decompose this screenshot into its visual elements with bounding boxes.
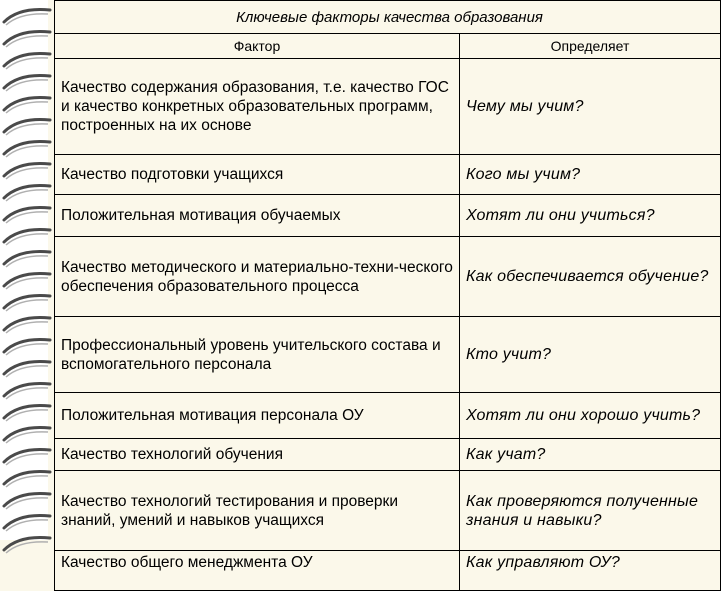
factor-cell: Качество технологий обучения	[55, 439, 460, 471]
table-row	[55, 471, 721, 551]
factors-table-container	[54, 0, 720, 571]
factor-cell: Качество общего менеджмента ОУ	[55, 551, 460, 591]
table-title: Ключевые факторы качества образования	[55, 1, 721, 34]
factor-cell: Качество технологий тестирования и проверки знаний, умений и навыков учащихся	[55, 471, 460, 551]
determines-cell: Как проверяются полученные знания и навыки?	[460, 471, 721, 551]
table-row	[55, 59, 721, 155]
table-row	[55, 317, 721, 393]
table-row	[55, 393, 721, 439]
factors-table	[54, 0, 721, 591]
determines-cell: Как управляют ОУ?	[460, 551, 721, 591]
determines-cell: Как учат?	[460, 439, 721, 471]
factor-cell: Качество содержания образования, т.е. качество ГОС и качество конкретных образовательных программ, построенных на их основе	[55, 59, 460, 155]
table-row	[55, 439, 721, 471]
determines-cell: Чему мы учим?	[460, 59, 721, 155]
determines-cell: Хотят ли они учиться?	[460, 195, 721, 237]
table-row	[55, 155, 721, 195]
header-determines: Определяет	[460, 34, 721, 59]
table-row	[55, 237, 721, 317]
factor-cell: Профессиональный уровень учительского состава и вспомогательного персонала	[55, 317, 460, 393]
title-row	[55, 1, 721, 34]
determines-cell: Хотят ли они хорошо учить?	[460, 393, 721, 439]
spiral-binding	[0, 0, 56, 540]
table-row	[55, 551, 721, 591]
header-row	[55, 34, 721, 59]
table-row	[55, 195, 721, 237]
factor-cell: Положительная мотивация обучаемых	[55, 195, 460, 237]
determines-cell: Как обеспечивается обучение?	[460, 237, 721, 317]
determines-cell: Кого мы учим?	[460, 155, 721, 195]
factor-cell: Качество подготовки учащихся	[55, 155, 460, 195]
factor-cell: Качество методического и материально-техни-ческого обеспечения образовательного процесса	[55, 237, 460, 317]
header-factor: Фактор	[55, 34, 460, 59]
factor-cell: Положительная мотивация персонала ОУ	[55, 393, 460, 439]
determines-cell: Кто учит?	[460, 317, 721, 393]
